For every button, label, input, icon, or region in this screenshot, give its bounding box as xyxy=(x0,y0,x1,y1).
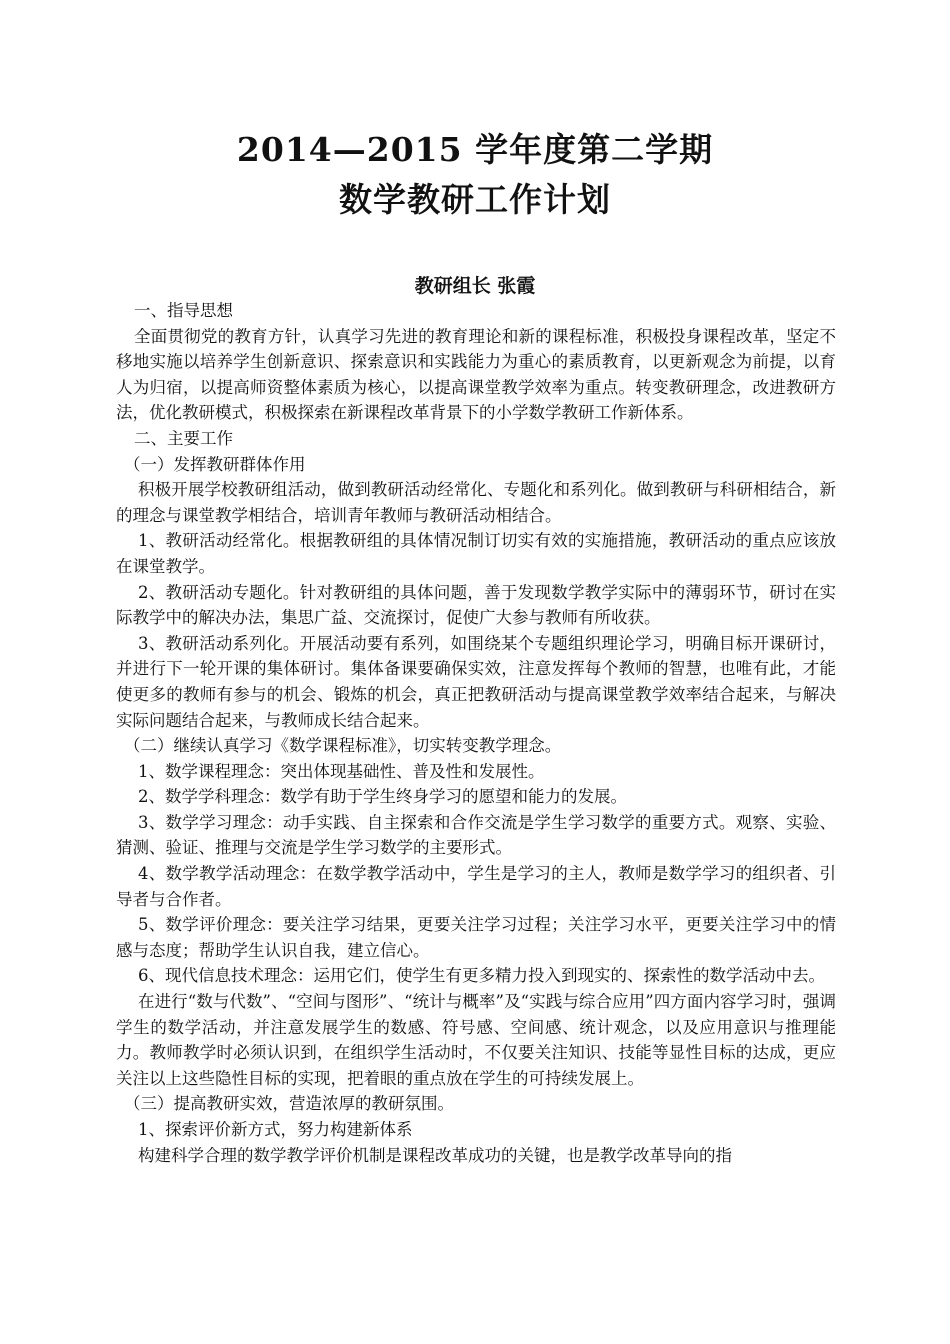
section-heading-main-work: 二、主要工作 xyxy=(134,428,233,448)
list-item: 5、数学评价理念：要关注学习结果，更要关注学习过程；关注学习水平，更要关注学习中的情感与态度；帮助学生认识自我，建立信心。 xyxy=(116,915,836,960)
paragraph: 在进行“数与代数”、“空间与图形”、“统计与概率”及“实践与综合应用”四方面内容学习时，强调学生的数学活动，并注意发展学生的数感、符号感、空间感、统计观念，以及应用意识与推理能力。教师教学时必须认识到，在组织学生活动时，不仅要关注知识、技能等显性目标的达成，更应关注以上这些隐性目标的实现，把着眼的重点放在学生的可持续发展上。 xyxy=(116,992,836,1088)
list-item: 2、数学学科理念：数学有助于学生终身学习的愿望和能力的发展。 xyxy=(138,787,627,807)
list-item: 6、现代信息技术理念：运用它们，使学生有更多精力投入到现实的、探索性的数学活动中去。 xyxy=(138,966,825,986)
paragraph: 积极开展学校教研组活动，做到教研活动经常化、专题化和系列化。做到教研与科研相结合，新的理念与课堂教学相结合，培训青年教师与教研活动相结合。 xyxy=(116,480,836,525)
subsection-heading: （二）继续认真学习《数学课程标准》，切实转变教学理念。 xyxy=(124,736,562,756)
subsection-heading: （三）提高教研实效，营造浓厚的教研氛围。 xyxy=(124,1094,454,1114)
document-title-line1: 2014—2015 学年度第二学期 xyxy=(236,130,714,169)
list-item: 1、探索评价新方式，努力构建新体系 xyxy=(138,1120,413,1139)
list-item: 1、教研活动经常化。根据教研组的具体情况制订切实有效的实施措施，教研活动的重点应该放在课堂教学。 xyxy=(116,531,836,576)
subsection-heading: （一）发挥教研群体作用 xyxy=(124,454,306,474)
list-item: 3、数学学习理念：动手实践、自主探索和合作交流是学生学习数学的重要方式。观察、实验、猜测、验证、推理与交流是学生学习数学的主要形式。 xyxy=(116,812,836,858)
list-item: 2、教研活动专题化。针对教研组的具体问题，善于发现数学教学实际中的薄弱环节，研讨在实际教学中的解决办法，集思广益、交流探讨，促使广大参与教师有所收获。 xyxy=(116,582,836,628)
list-item: 1、数学课程理念：突出体现基础性、普及性和发展性。 xyxy=(138,761,545,781)
document-title-line2: 数学教研工作计划 xyxy=(339,180,611,219)
list-item: 3、教研活动系列化。开展活动要有系列，如围绕某个专题组织理论学习，明确目标开课研讨，并进行下一轮开课的集体研讨。集体备课要确保实效，注意发挥每个教师的智慧，也唯有此，才能使更多的教师有参与的机会、锻炼的机会，真正把教研活动与提高课堂教学效率结合起来，与解决实际问题结合起来，与教师成长结合起来。 xyxy=(116,633,836,730)
author-line: 教研组长 张霞 xyxy=(414,275,536,297)
paragraph: 全面贯彻党的教育方针，认真学习先进的教育理论和新的课程标准，积极投身课程改革，坚定不移地实施以培养学生创新意识、探索意识和实践能力为重心的素质教育，以更新观念为前提，以育人为归宿，以提高师资整体素质为核心，以提高课堂教学效率为重点。转变教研理念，改进教研方法，优化教研模式，积极探索在新课程改革背景下的小学数学教研工作新体系。 xyxy=(116,326,836,423)
document-body xyxy=(116,298,836,1168)
section-heading-guiding-ideology: 一、指导思想 xyxy=(134,301,233,320)
list-item: 4、数学教学活动理念：在数学教学活动中，学生是学习的主人，教师是数学学习的组织者、引导者与合作者。 xyxy=(116,864,836,909)
paragraph: 构建科学合理的数学教学评价机制是课程改革成功的关键，也是教学改革导向的指 xyxy=(138,1145,732,1165)
